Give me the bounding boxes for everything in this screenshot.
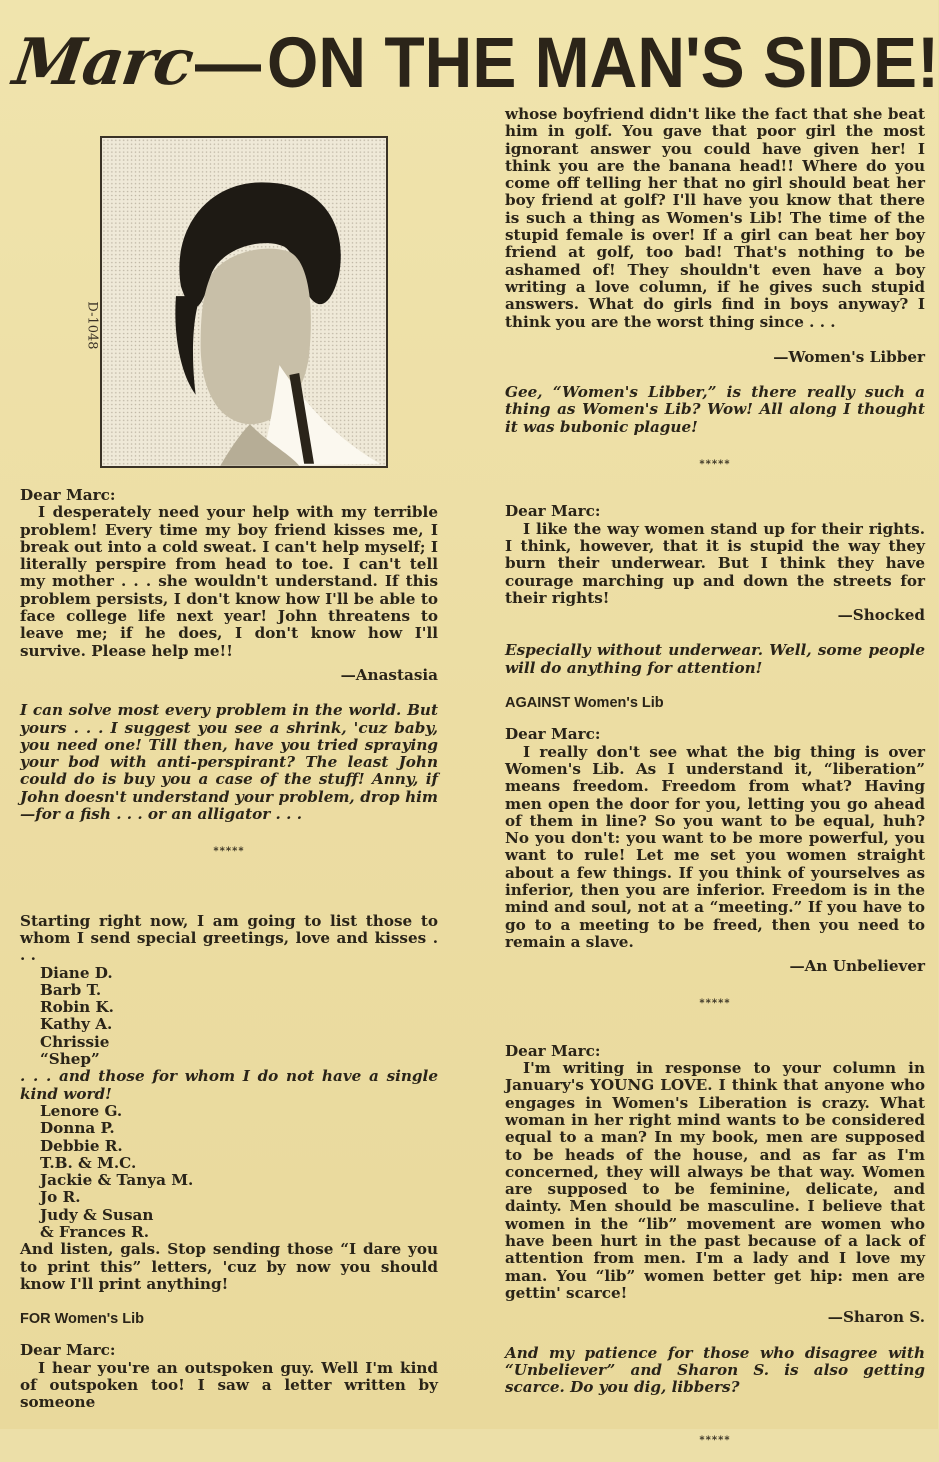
against-letter-salutation: Dear Marc:	[505, 725, 601, 744]
list-item: “Shep”	[40, 1050, 100, 1069]
list-item: & Frances R.	[40, 1222, 150, 1241]
list-item: Donna P.	[40, 1119, 115, 1138]
photo-code: D-1048	[84, 301, 100, 350]
columnist-photo	[100, 136, 388, 468]
greetings-bad-intro: . . . and those for whom I do not have a single kind word!	[20, 1067, 438, 1103]
left-column	[20, 487, 438, 1412]
list-item: Debbie R.	[40, 1136, 123, 1155]
list-item: Jackie & Tanya M.	[40, 1171, 194, 1190]
separator-3: *****	[699, 998, 731, 1010]
shocked-reply: Especially without underwear. Well, some people will do anything for attention!	[505, 641, 925, 677]
against-letter-signature: —An Unbeliever	[789, 957, 925, 976]
greetings-outro: And listen, gals. Stop sending those “I dare you to print this” letters, 'cuz by now you should know I'll print anything!	[20, 1240, 438, 1293]
for-letter-body-end: whose boyfriend didn't like the fact that she beat him in golf. You gave that poor girl the most ignorant answer you could have given her! I think you are the banana head!! Where do you come off telling her that no girl should beat her boy friend at golf? I'll have you know that there is such a thing as Women's Lib! The time of the stupid female is over! If a girl can beat her boy friend at golf, too bad! That's nothing to be ashamed of! They shouldn't even have a boy writing a love column, if he gives such stupid answers. What do girls find in boys anyway? I think you are the worst thing since . . .	[505, 105, 925, 331]
sharon-salutation: Dear Marc:	[505, 1041, 601, 1060]
greetings-good-list	[20, 965, 438, 1069]
shocked-body: I like the way women stand up for their rights. I think, however, that it is stupid the way they burn their underwear. But I think they have courage marching up and down the streets for their rights!	[505, 519, 925, 607]
list-item: Robin K.	[40, 998, 114, 1017]
for-letter-reply: Gee, “Women's Libber,” is there really such a thing as Women's Lib? Wow! All along I thought it was bubonic plague!	[505, 383, 925, 436]
list-item: Barb T.	[40, 980, 102, 999]
list-item: Judy & Susan	[40, 1205, 154, 1224]
for-letter-body-start: I hear you're an outspoken guy. Well I'm kind of outspoken too! I saw a letter written by someone	[20, 1358, 438, 1412]
column-header	[8, 12, 939, 112]
against-section-heading: AGAINST Women's Lib	[505, 695, 664, 712]
portrait-image	[102, 138, 386, 466]
separator-1: *****	[213, 846, 245, 858]
sharon-reply: And my patience for those who disagree with “Unbeliever” and Sharon S. is also getting scarce. Do you dig, libbers?	[505, 1343, 925, 1397]
sharon-body: I'm writing in response to your column in January's YOUNG LOVE. I think that anyone who engages in Women's Liberation is crazy. What woman in her right mind wants to be considered equal to a man? In my book, men are supposed to be heads of the house, and as far as I'm concerned, they will always be that way. Women are supposed to be feminine, delicate, and dainty. Men should be masculine. I believe that women in the “lib” movement are women who have been hurt in the past because of a lack of attention from men. I'm a lady and I love my man. You “lib” women better get hip: men are gettin' scarce!	[505, 1059, 925, 1302]
headline: ON THE MAN'S SIDE!	[267, 22, 939, 102]
letter1-signature: —Anastasia	[340, 665, 438, 684]
for-letter-signature: —Women's Libber	[773, 347, 925, 366]
list-item: Lenore G.	[40, 1101, 123, 1120]
letter1-body: I desperately need your help with my terrible problem! Every time my boy friend kisses me, I break out into a cold sweat. I can't help myself; I literally perspire from head to toe. I can't tell my mother . . . she wouldn't understand. If this problem persists, I don't know how I'll be able to face college life next year! John threatens to leave me; if he does, I don't know how I'll survive. Please help me!!	[20, 503, 438, 660]
shocked-salutation: Dear Marc:	[505, 502, 601, 521]
against-letter-body: I really don't see what the big thing is over Women's Lib. As I understand it, “liberation” means freedom. Freedom from what? Having men open the door for you, letting you go ahead of them in line? So you want to be equal, huh? No you don't: you want to be more powerful, you want to rule! Let me set you women straight about a few things. If you think of yourselves as inferior, then you are inferior. Freedom is in the mind and soul, not at a “meeting.” If you have to go to a meeting to be freed, then you need to remain a slave.	[505, 742, 925, 951]
sharon-signature: —Sharon S.	[827, 1308, 925, 1327]
right-column	[505, 106, 925, 1462]
separator-2: *****	[699, 459, 731, 471]
list-item: Kathy A.	[40, 1015, 113, 1034]
greetings-bad-list	[20, 1103, 438, 1241]
list-item: Chrissie	[40, 1032, 110, 1051]
for-section-heading: FOR Women's Lib	[20, 1311, 145, 1328]
letter1-reply: I can solve most every problem in the world. But yours . . . I suggest you see a shrink, 'cuz baby, you need one! Till then, have you tried spraying your bod with anti-perspirant? The least John could do is buy you a case of the stuff! Anny, if John doesn't understand your problem, drop him—for a fish . . . or an alligator . . .	[20, 701, 438, 824]
list-item: T.B. & M.C.	[40, 1153, 137, 1172]
greetings-intro: Starting right now, I am going to list those to whom I send special greetings, love and kisses . . .	[20, 911, 438, 965]
headline-dash: —	[195, 22, 261, 102]
letter1-salutation: Dear Marc:	[20, 486, 116, 504]
marc-logo: Marc	[8, 24, 197, 100]
separator-4: *****	[699, 1435, 731, 1447]
list-item: Diane D.	[40, 963, 113, 982]
list-item: Jo R.	[40, 1188, 81, 1207]
for-letter-salutation: Dear Marc:	[20, 1341, 116, 1360]
shocked-signature: —Shocked	[837, 606, 925, 625]
